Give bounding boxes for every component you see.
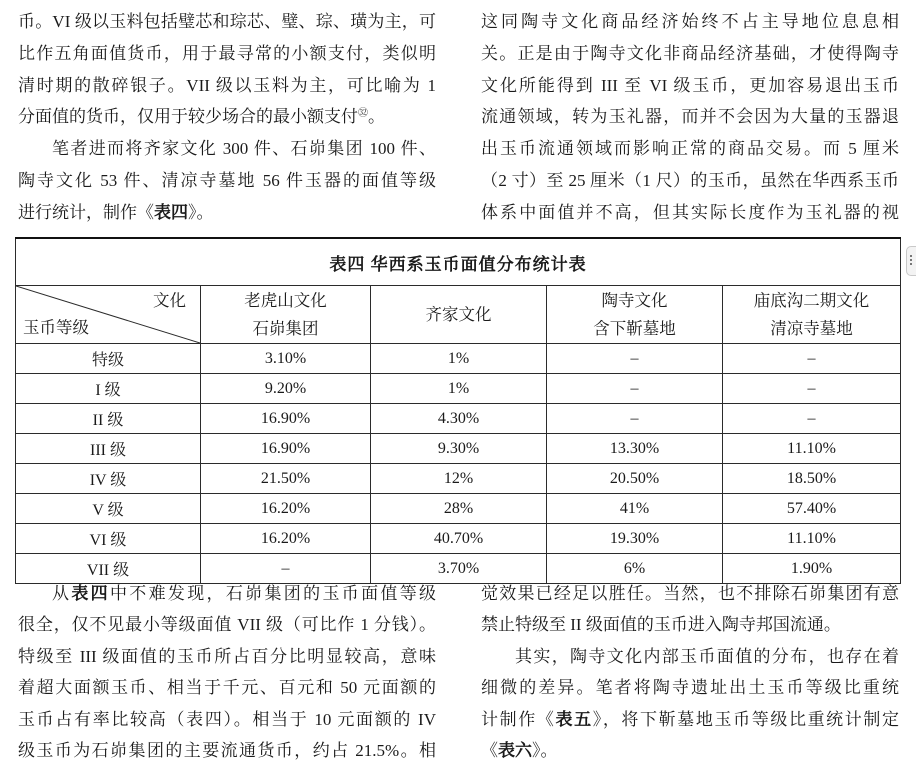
table-title: 表四 华西系玉币面值分布统计表: [16, 238, 901, 286]
value-cell: 4.30%: [371, 404, 547, 434]
table-row: [16, 344, 901, 374]
text-run: 关。正是由于陶寺文化非商品经济基础，才使得陶寺: [481, 43, 899, 63]
value-cell: 16.90%: [201, 434, 371, 464]
table-row: [16, 434, 901, 464]
value-cell: 16.20%: [201, 524, 371, 554]
text-line: [18, 70, 436, 102]
value-cell: 20.50%: [547, 464, 723, 494]
text-run: 很全，仅不见最小等级面值 VII 级（可比作 1 分钱）。: [18, 615, 436, 635]
text-line: [481, 578, 899, 609]
value-cell: 6%: [547, 554, 723, 584]
value-cell: 3.10%: [201, 344, 371, 374]
text-line: [18, 641, 436, 672]
value-cell: –: [723, 404, 901, 434]
text-run: 特级至 III 级面值的玉币所占百分比明显较高，意味: [18, 646, 436, 666]
text-run: 计制作《: [481, 709, 556, 729]
table-row: [16, 524, 901, 554]
text-line: [481, 101, 899, 133]
value-cell: 3.70%: [371, 554, 547, 584]
text-column-top-right: [481, 6, 899, 229]
column-header-line: 庙底沟二期文化: [753, 290, 870, 310]
value-distribution-table: [15, 237, 900, 579]
text-run: （2 寸）至 25 厘米（1 尺）的玉币，虽然在华西系玉币: [481, 170, 899, 190]
text-line: [18, 197, 436, 229]
grade-label: VII 级: [16, 554, 201, 584]
text-run: 》。: [532, 740, 558, 760]
column-header-line: 清凉寺墓地: [770, 318, 853, 338]
column-header-shimao: [201, 286, 371, 344]
value-cell: 9.20%: [201, 374, 371, 404]
text-column-bottom-left: [18, 578, 436, 766]
text-run: 分面值的货币，仅用于较少场合的最小额支付: [18, 107, 358, 127]
paragraph: [18, 6, 436, 133]
text-line: [18, 133, 436, 165]
value-cell: 11.10%: [723, 524, 901, 554]
text-line: [481, 165, 899, 197]
value-cell: 9.30%: [371, 434, 547, 464]
value-cell: –: [547, 344, 723, 374]
value-cell: 1%: [371, 344, 547, 374]
text-run: 出玉币流通领域而影响正常的商品交易。而 5 厘米: [481, 139, 899, 159]
table-grid: [15, 237, 901, 584]
text-line: [481, 133, 899, 165]
text-line: [481, 641, 899, 672]
paragraph: [18, 133, 436, 228]
text-line: [18, 735, 436, 766]
value-cell: –: [547, 404, 723, 434]
value-cell: 12%: [371, 464, 547, 494]
column-header-line: 齐家文化: [425, 304, 492, 324]
text-line: [18, 165, 436, 197]
text-run: 这同陶寺文化商品经济始终不占主导地位息息相: [481, 12, 899, 31]
value-cell: 1.90%: [723, 554, 901, 584]
text-run: 陶寺文化 53 件、清凉寺墓地 56 件玉器的面值等级: [18, 170, 436, 190]
grade-label: 特级: [16, 344, 201, 374]
table-row: [16, 374, 901, 404]
text-run: 中不难发现，石峁集团的玉币面值等级: [109, 584, 436, 603]
text-run: 》，将下靳墓地玉币等级比重统计制定: [592, 709, 899, 729]
text-run: 觉效果已经足以胜任。当然，也不排除石峁集团有意: [481, 584, 899, 603]
value-cell: 16.90%: [201, 404, 371, 434]
text-run: 》。: [188, 202, 214, 222]
text-run: 币。VI 级以玉料包括璧芯和琮芯、璧、琮、璜为主，可: [18, 12, 436, 31]
text-run: 级玉币为石峁集团的主要流通货币，约占 21.5%。相: [18, 740, 436, 760]
bold-table-reference: 表四: [71, 584, 110, 603]
value-cell: 1%: [371, 374, 547, 404]
grade-label: I 级: [16, 374, 201, 404]
text-run: 玉币占有率比较高（表四）。相当于 10 元面额的 IV: [18, 709, 436, 729]
value-cell: 40.70%: [371, 524, 547, 554]
grade-label: III 级: [16, 434, 201, 464]
text-line: [18, 101, 436, 133]
paragraph: [481, 6, 899, 229]
text-run: 笔者进而将齐家文化 300 件、石峁集团 100 件、: [52, 139, 436, 159]
column-header-line: 陶寺文化: [601, 290, 668, 310]
value-cell: 11.10%: [723, 434, 901, 464]
grade-label: V 级: [16, 494, 201, 524]
value-cell: 21.50%: [201, 464, 371, 494]
text-run: 清时期的散碎银子。VII 级以玉料为主，可比喻为 1: [18, 75, 436, 95]
text-line: [18, 6, 436, 38]
grade-label: II 级: [16, 404, 201, 434]
table-row: [16, 404, 901, 434]
table-header-row: [16, 286, 901, 344]
value-cell: 57.40%: [723, 494, 901, 524]
value-cell: 41%: [547, 494, 723, 524]
text-line: [18, 672, 436, 703]
text-line: [18, 578, 436, 609]
text-run: 。: [368, 107, 385, 127]
text-run: 其实，陶寺文化内部玉币面值的分布，也存在着: [515, 646, 899, 666]
corner-label-grade: 玉币等级: [23, 318, 89, 337]
column-header-miaodigou: [723, 286, 901, 344]
text-column-bottom-right: [481, 578, 899, 766]
text-run: 《: [481, 740, 498, 760]
value-cell: –: [547, 374, 723, 404]
bold-table-reference: 表四: [154, 202, 188, 222]
value-cell: 16.20%: [201, 494, 371, 524]
column-header-line: 石峁集团: [252, 318, 319, 338]
text-line: [481, 6, 899, 38]
value-cell: –: [723, 344, 901, 374]
bold-table-reference: 表五: [555, 709, 593, 729]
column-header-line: 老虎山文化: [244, 290, 327, 310]
column-header-qijia: [371, 286, 547, 344]
text-run: 细微的差异。笔者将陶寺遗址出土玉币等级比重统: [481, 678, 899, 698]
text-line: [481, 197, 899, 229]
side-panel-handle[interactable]: [906, 246, 916, 276]
paragraph: [481, 641, 899, 767]
text-line: [481, 735, 899, 766]
value-cell: 28%: [371, 494, 547, 524]
value-cell: 18.50%: [723, 464, 901, 494]
value-cell: –: [723, 374, 901, 404]
text-line: [481, 672, 899, 703]
corner-label-culture: 文化: [153, 291, 186, 310]
text-run: 文化所能得到 III 至 VI 级玉币，更加容易退出玉币: [481, 75, 899, 95]
text-line: [481, 70, 899, 102]
text-line: [18, 609, 436, 640]
bold-table-reference: 表六: [498, 740, 532, 760]
paragraph: [481, 578, 899, 641]
value-cell: 13.30%: [547, 434, 723, 464]
text-line: [481, 704, 899, 735]
text-line: [481, 38, 899, 70]
text-run: 体系中面值并不高，但其实际长度作为玉礼器的视: [481, 202, 899, 222]
grade-label: IV 级: [16, 464, 201, 494]
table-row: [16, 494, 901, 524]
table-corner-cell: [16, 286, 201, 344]
text-line: [18, 38, 436, 70]
table-row: [16, 464, 901, 494]
table-body: [16, 344, 901, 584]
column-header-taosi: [547, 286, 723, 344]
text-run: 进行统计，制作《: [18, 202, 154, 222]
grade-label: VI 级: [16, 524, 201, 554]
value-cell: –: [201, 554, 371, 584]
text-run: 流通领域，转为玉礼器，而并不会因为大量的玉器退: [481, 107, 899, 127]
text-line: [481, 609, 899, 640]
text-run: 着超大面额玉币、相当于千元、百元和 50 元面额的: [18, 678, 436, 698]
text-column-top-left: [18, 6, 436, 229]
value-cell: 19.30%: [547, 524, 723, 554]
text-line: [18, 704, 436, 735]
grip-icon: [910, 255, 912, 267]
table-title-row: [16, 238, 901, 286]
footnote-marker: ㉜: [358, 108, 368, 120]
column-header-line: 含下靳墓地: [593, 318, 676, 338]
text-run: 禁止特级至 II 级面值的玉币进入陶寺邦国流通。: [481, 615, 841, 635]
text-run: 从: [52, 584, 72, 603]
paragraph: [18, 578, 436, 766]
text-run: 比作五角面值货币，用于最寻常的小额支付，类似明: [18, 43, 436, 63]
